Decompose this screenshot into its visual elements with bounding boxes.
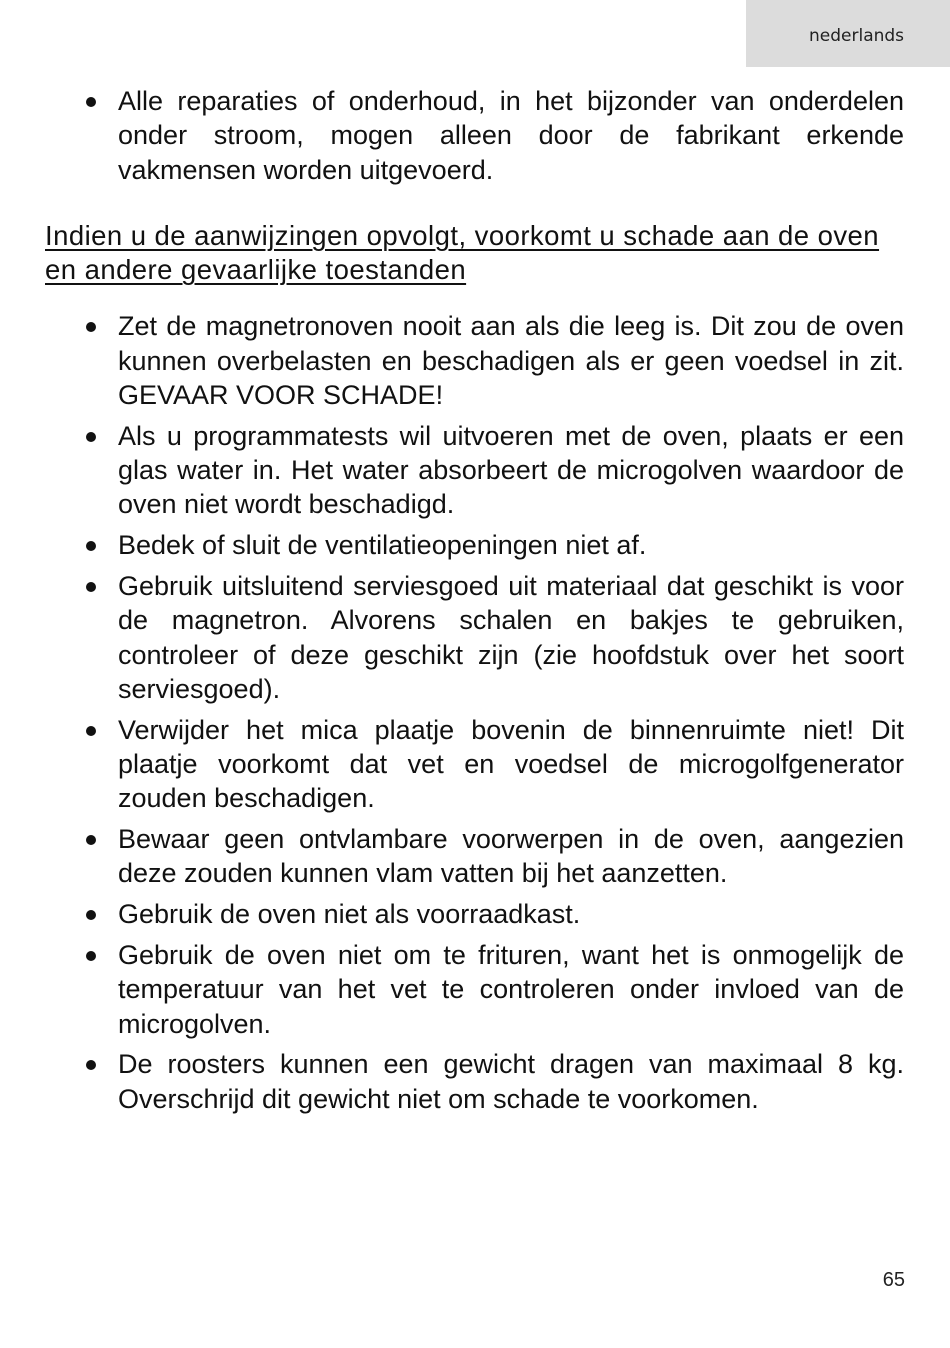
list-item: Als u programmatests wil uitvoeren met de oven, plaats er een glas water in. Het water absorbeert de microgolven waardoor de oven niet wordt beschadigd. xyxy=(118,419,904,522)
safety-list xyxy=(0,309,950,1116)
language-label: nederlands xyxy=(809,26,905,46)
intro-list xyxy=(0,84,950,187)
list-item: Verwijder het mica plaatje bovenin de binnenruimte niet! Dit plaatje voorkomt dat vet en voedsel de microgolfgenerator zouden beschadigen. xyxy=(118,713,904,816)
list-item: Bewaar geen ontvlambare voorwerpen in de oven, aangezien deze zouden kunnen vlam vatten bij het aanzetten. xyxy=(118,822,904,891)
page-content xyxy=(0,84,950,1123)
list-item: De roosters kunnen een gewicht dragen van maximaal 8 kg. Overschrijd dit gewicht niet om schade te voorkomen. xyxy=(118,1047,904,1116)
section-heading: Indien u de aanwijzingen opvolgt, voorkomt u schade aan de oven en andere gevaarlijke toestanden xyxy=(45,219,880,286)
list-item: Bedek of sluit de ventilatieopeningen niet af. xyxy=(118,528,904,562)
list-item: Gebruik uitsluitend serviesgoed uit materiaal dat geschikt is voor de magnetron. Alvorens schalen en bakjes te gebruiken, controleer of deze geschikt zijn (zie hoofdstuk over het soort serviesgoed). xyxy=(118,569,904,706)
list-item: Zet de magnetronoven nooit aan als die leeg is. Dit zou de oven kunnen overbelasten en beschadigen als er geen voedsel in zit. GEVAAR VOOR SCHADE! xyxy=(118,309,904,412)
language-tab xyxy=(746,0,950,67)
list-item: Gebruik de oven niet als voorraadkast. xyxy=(118,897,904,931)
list-item: Alle reparaties of onderhoud, in het bijzonder van onderdelen onder stroom, mogen alleen door de fabrikant erkende vakmensen worden uitgevoerd. xyxy=(118,84,904,187)
list-item: Gebruik de oven niet om te frituren, want het is onmogelijk de temperatuur van het vet te controleren onder invloed van de microgolven. xyxy=(118,938,904,1041)
page-number: 65 xyxy=(882,1269,905,1291)
